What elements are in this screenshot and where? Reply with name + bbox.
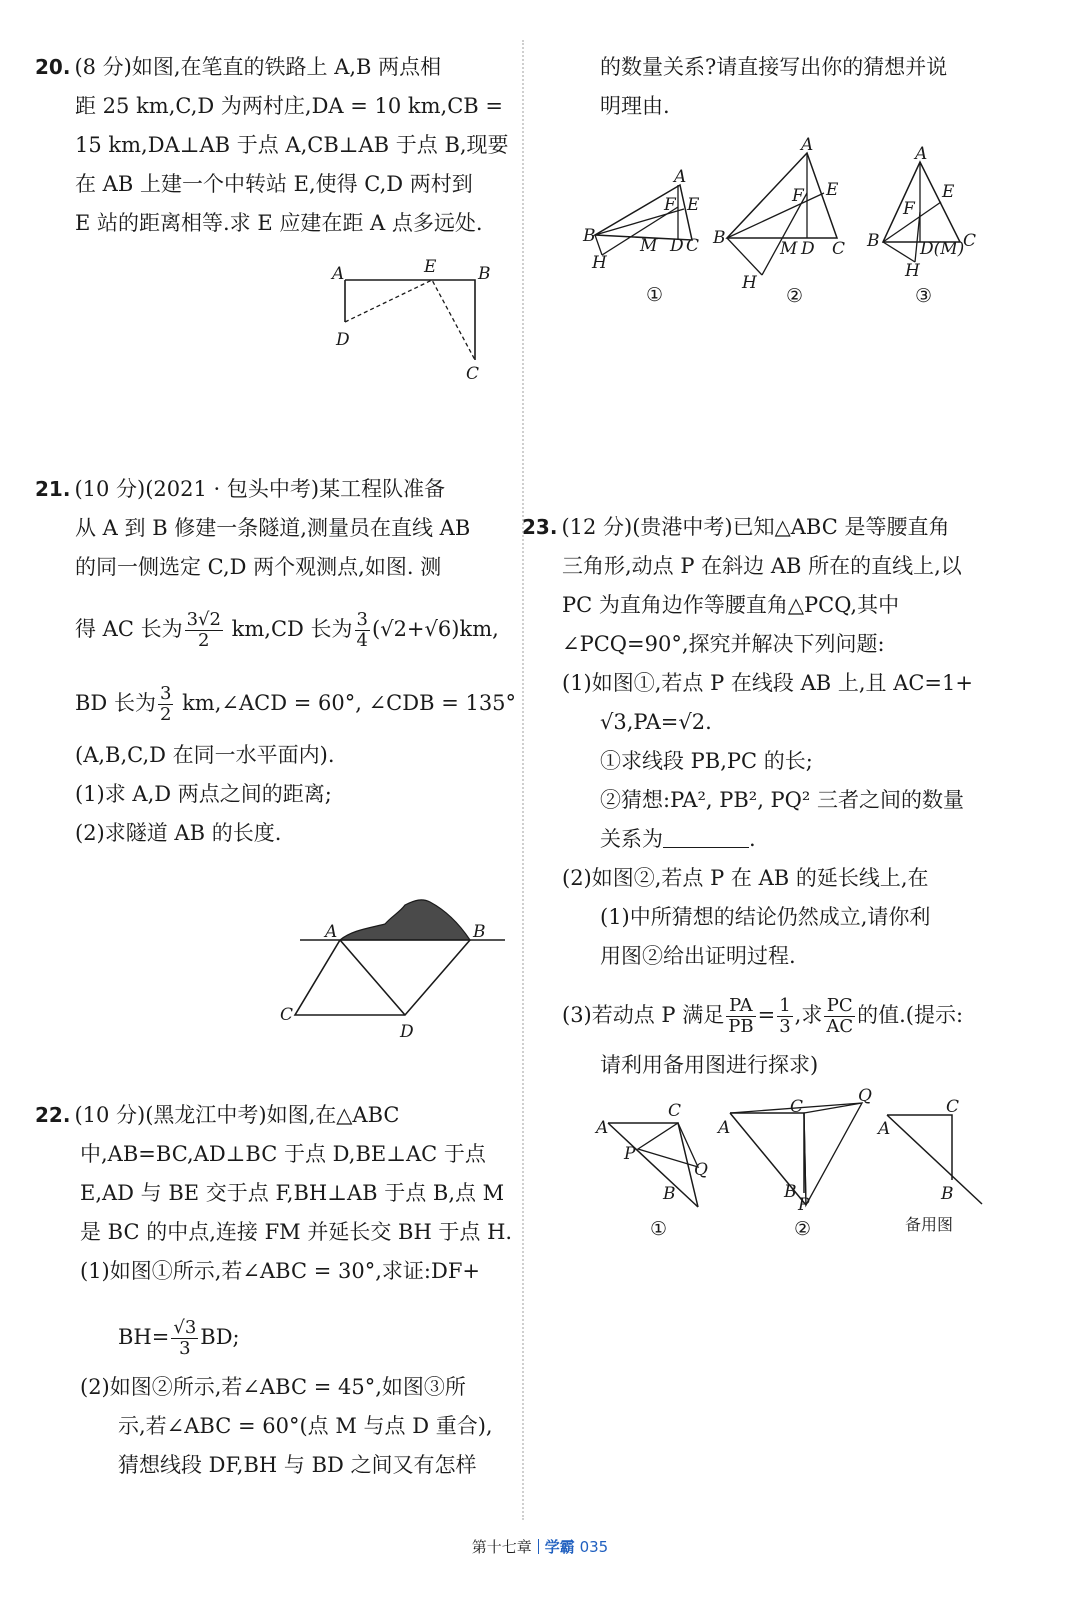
- fraction: [171, 1318, 198, 1359]
- label-A: A: [325, 922, 338, 942]
- label-D: D: [336, 330, 350, 350]
- label-A: A: [718, 1118, 731, 1138]
- question-text: .: [749, 827, 756, 851]
- label-M: M: [780, 239, 798, 259]
- question-text: ∠PCQ=90°,探究并解决下列问题:: [562, 632, 885, 656]
- label-F: F: [903, 199, 915, 219]
- question-number: 20.: [35, 55, 71, 79]
- question-text: (2)求隧道 AB 的长度.: [75, 821, 282, 845]
- label-H: H: [905, 261, 920, 281]
- chapter-label: 第十七章: [471, 1538, 532, 1556]
- label-E: E: [687, 195, 700, 215]
- denominator: 3: [779, 1016, 791, 1037]
- numerator: PC: [824, 996, 855, 1017]
- question-text: (2)如图②所示,若∠ABC = 45°,如图③所: [80, 1375, 466, 1399]
- figure-q23-1: [588, 1095, 718, 1275]
- label-B: B: [941, 1184, 954, 1204]
- fraction: [158, 684, 173, 725]
- fraction: [185, 610, 223, 651]
- denominator: 2: [159, 704, 172, 725]
- label-C: C: [790, 1097, 804, 1117]
- label-B: B: [473, 922, 486, 942]
- question-text: 明理由.: [600, 94, 670, 118]
- question-text: (3)若动点 P 满足: [562, 1003, 725, 1027]
- figure-q22-2: [712, 133, 872, 313]
- label-E: E: [826, 180, 839, 200]
- question-text: km,CD 长为: [224, 617, 353, 641]
- brand-label: 学霸: [544, 1538, 575, 1556]
- footer-separator: [538, 1539, 539, 1554]
- denominator: 3: [179, 1338, 191, 1359]
- figure-caption: 备用图: [905, 1215, 954, 1234]
- label-C: C: [946, 1097, 960, 1117]
- answer-blank[interactable]: [663, 847, 749, 848]
- label-M: M: [640, 236, 658, 256]
- label-D-M: D(M): [920, 239, 965, 259]
- label-Q: Q: [694, 1160, 708, 1180]
- question-text: 是 BC 的中点,连接 FM 并延长交 BH 于点 H.: [80, 1220, 513, 1244]
- fraction: [355, 610, 370, 651]
- label-A: A: [915, 144, 928, 164]
- question-text: 的同一侧选定 C,D 两个观测点,如图. 测: [75, 555, 442, 579]
- label-C: C: [466, 364, 480, 384]
- label-D: D: [670, 236, 684, 256]
- label-A: A: [332, 264, 345, 284]
- question-text: =: [757, 1003, 776, 1027]
- label-B: B: [663, 1184, 676, 1204]
- question-text: (10 分)(黑龙江中考)如图,在△ABC: [74, 1103, 400, 1127]
- question-text: 用图②给出证明过程.: [600, 944, 796, 968]
- question-text: ①求线段 PB,PC 的长;: [600, 749, 813, 773]
- question-text: √3,PA=√2.: [600, 710, 712, 734]
- question-number: 23.: [522, 515, 558, 539]
- label-B: B: [867, 231, 880, 251]
- question-text: (1)求 A,D 两点之间的距离;: [75, 782, 332, 806]
- question-text: 关系为: [600, 827, 663, 851]
- question-text: PC 为直角边作等腰直角△PCQ,其中: [562, 593, 900, 617]
- label-C: C: [668, 1101, 682, 1121]
- question-text: (1)如图①所示,若∠ABC = 30°,求证:DF+: [80, 1259, 480, 1283]
- numerator: 1: [779, 995, 791, 1016]
- label-P: P: [798, 1195, 810, 1215]
- question-text: km,∠ACD = 60°, ∠CDB = 135°: [175, 691, 517, 715]
- label-C: C: [963, 231, 977, 251]
- question-text: 得 AC 长为: [75, 617, 183, 641]
- label-F: F: [664, 195, 676, 215]
- numerator: 3√2: [186, 609, 221, 630]
- label-C: C: [280, 1005, 294, 1025]
- page-footer: [0, 1536, 1080, 1557]
- question-text: (2)如图②,若点 P 在 AB 的延长线上,在: [562, 866, 929, 890]
- label-E: E: [942, 182, 955, 202]
- question-text: (√2+√6)km,: [372, 617, 499, 641]
- label-B: B: [784, 1182, 797, 1202]
- label-C: C: [832, 239, 846, 259]
- question-text: 15 km,DA⊥AB 于点 A,CB⊥AB 于点 B,现要: [75, 133, 509, 157]
- question-text: E 站的距离相等.求 E 应建在距 A 点多远处.: [75, 211, 483, 235]
- question-text: E,AD 与 BE 交于点 F,BH⊥AB 于点 B,点 M: [80, 1181, 505, 1205]
- denominator: 2: [198, 630, 210, 651]
- figure-q20-railway: [320, 255, 510, 395]
- question-text: 的值.(提示:: [857, 1003, 964, 1027]
- label-A: A: [801, 135, 814, 155]
- question-text: 的数量关系?请直接写出你的猜想并说: [600, 55, 948, 79]
- question-text: 从 A 到 B 修建一条隧道,测量员在直线 AB: [75, 516, 471, 540]
- label-A: A: [674, 167, 687, 187]
- question-number: 21.: [35, 477, 71, 501]
- fraction: [824, 996, 855, 1037]
- label-A: A: [878, 1119, 891, 1139]
- label-B: B: [478, 264, 491, 284]
- question-text: (8 分)如图,在笔直的铁路上 A,B 两点相: [74, 55, 442, 79]
- figure-q22-3: [865, 142, 1005, 312]
- question-text: (1)如图①,若点 P 在线段 AB 上,且 AC=1+: [562, 671, 973, 695]
- label-H: H: [742, 273, 757, 293]
- figure-caption: ②: [786, 285, 804, 307]
- question-text: BH=: [118, 1325, 170, 1349]
- question-text: 三角形,动点 P 在斜边 AB 所在的直线上,以: [562, 554, 962, 578]
- question-text: 示,若∠ABC = 60°(点 M 与点 D 重合),: [118, 1414, 493, 1438]
- label-D: D: [801, 239, 815, 259]
- numerator: √3: [173, 1317, 197, 1338]
- denominator: AC: [826, 1016, 854, 1037]
- figure-q21-tunnel: [280, 880, 510, 1040]
- label-C: C: [686, 236, 700, 256]
- numerator: 3: [356, 609, 368, 630]
- question-text: 在 AB 上建一个中转站 E,使得 C,D 两村到: [75, 172, 473, 196]
- question-text: (1)中所猜想的结论仍然成立,请你利: [600, 905, 931, 929]
- numerator: 3: [159, 683, 172, 704]
- question-text: BD;: [200, 1325, 240, 1349]
- question-text: (A,B,C,D 在同一水平面内).: [75, 743, 335, 767]
- label-D: D: [400, 1022, 414, 1042]
- figure-q23-2: [712, 1085, 887, 1265]
- question-text: 猜想线段 DF,BH 与 BD 之间又有怎样: [118, 1453, 477, 1477]
- question-text: 请利用备用图进行探求): [600, 1053, 819, 1077]
- figure-caption: ①: [646, 284, 664, 306]
- question-text: BD 长为: [75, 691, 156, 715]
- label-H: H: [592, 253, 607, 273]
- label-E: E: [424, 257, 437, 277]
- question-text: 距 25 km,C,D 为两村庄,DA = 10 km,CB =: [75, 94, 503, 118]
- question-text: (10 分)(2021 · 包头中考)某工程队准备: [74, 477, 446, 501]
- fraction: [726, 996, 755, 1037]
- page-number: 035: [579, 1538, 609, 1556]
- question-text: ②猜想:PA², PB², PQ² 三者之间的数量: [600, 788, 964, 812]
- label-A: A: [596, 1118, 609, 1138]
- label-F: F: [792, 186, 804, 206]
- fraction: [777, 996, 792, 1037]
- label-P: P: [624, 1144, 636, 1164]
- question-number: 22.: [35, 1103, 71, 1127]
- denominator: 4: [356, 630, 368, 651]
- label-B: B: [713, 228, 726, 248]
- column-divider: [522, 40, 524, 1520]
- label-Q: Q: [858, 1086, 872, 1106]
- figure-caption: ①: [650, 1218, 668, 1240]
- question-text: ,求: [794, 1003, 823, 1027]
- question-text: 中,AB=BC,AD⊥BC 于点 D,BE⊥AC 于点: [80, 1142, 486, 1166]
- denominator: PB: [728, 1016, 754, 1037]
- question-text: (12 分)(贵港中考)已知△ABC 是等腰直角: [561, 515, 950, 539]
- figure-q22-1: [580, 165, 720, 310]
- numerator: PA: [726, 996, 755, 1017]
- figure-q23-backup: [875, 1090, 1015, 1270]
- figure-caption: ③: [915, 285, 933, 307]
- figure-caption: ②: [794, 1218, 812, 1240]
- label-B: B: [583, 226, 596, 246]
